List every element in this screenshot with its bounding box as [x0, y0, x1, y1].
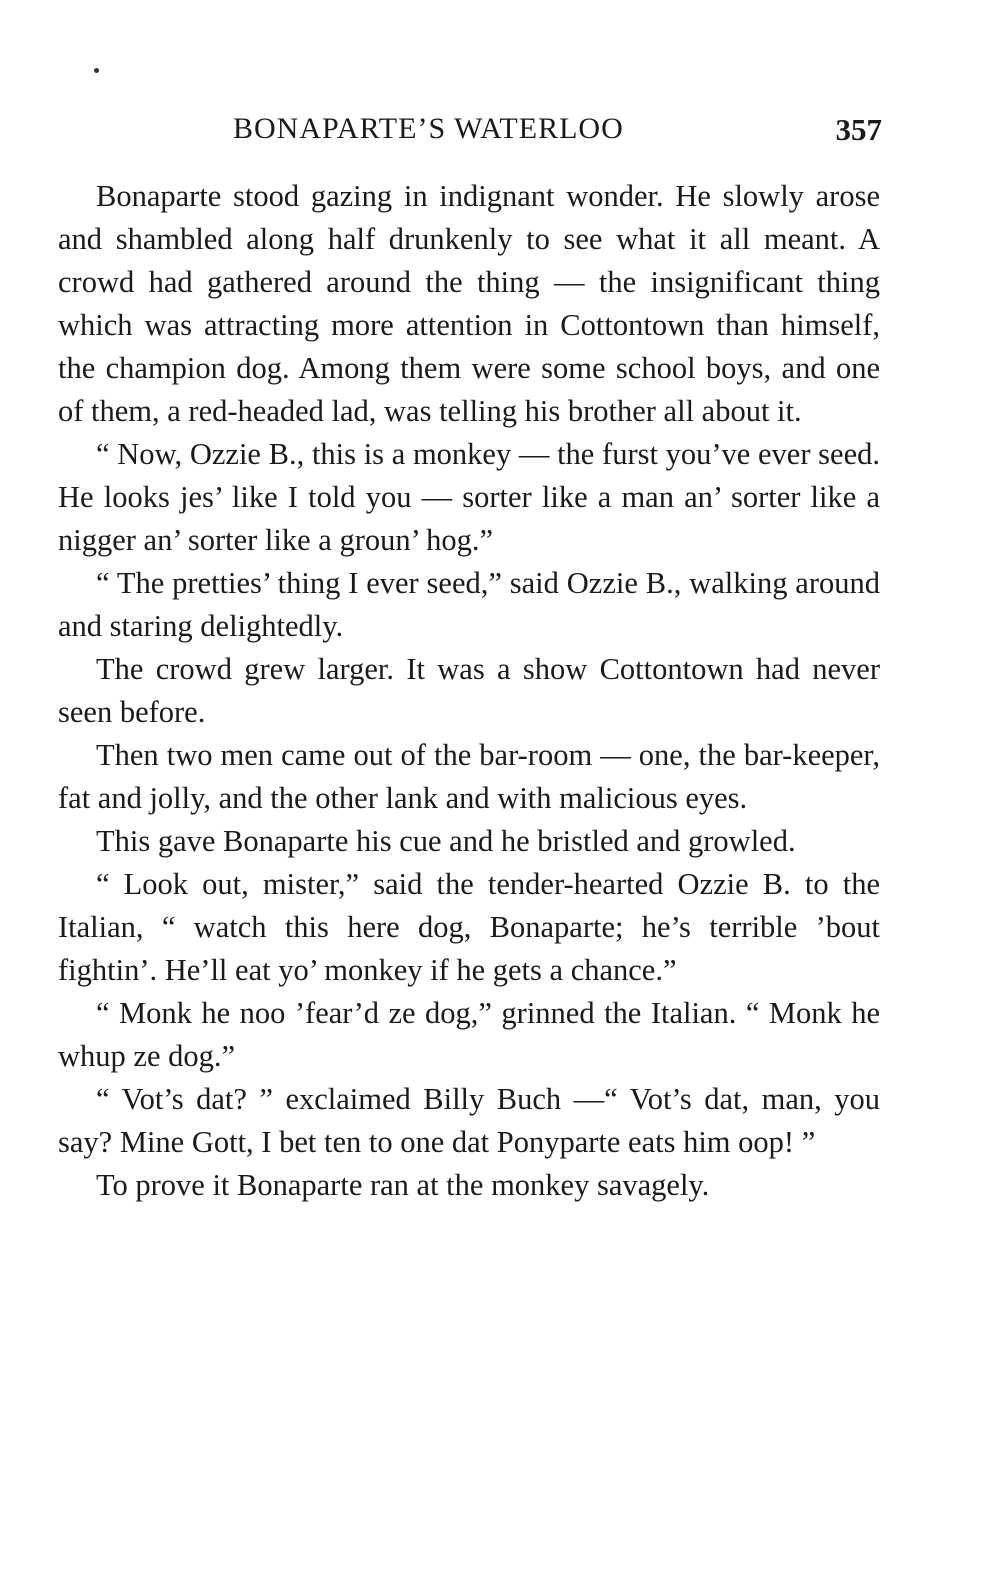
paragraph: To prove it Bonaparte ran at the monkey savagely.: [96, 1168, 710, 1202]
paragraph: This gave Bonaparte his cue and he bristled and growled.: [96, 824, 796, 858]
paragraph: “ Monk he noo ’fear’d ze dog,” grinned the Italian. “ Monk he whup ze dog.”: [58, 996, 880, 1073]
paragraph: Bonaparte stood gazing in indignant wonder. He slowly arose and shambled along half drunkenly to see what it all meant. A crowd had gathered around the thing — the insignificant thing which was attracting more attention in Cottontown than himself, the champion dog. Among them were some school boys, and one of them, a red-headed lad, was telling his brother all about it.: [58, 179, 880, 428]
paragraph: The crowd grew larger. It was a show Cottontown had never seen before.: [58, 652, 880, 729]
paragraph: “ Now, Ozzie B., this is a monkey — the furst you’ve ever seed. He looks jes’ like I told you — sorter like a man an’ sorter like a nigger an’ sorter like a groun’ hog.”: [58, 437, 880, 557]
stray-mark: [94, 68, 99, 73]
running-head: [58, 112, 882, 152]
page-number: 357: [835, 112, 882, 147]
paragraph: “ The pretties’ thing I ever seed,” said Ozzie B., walking around and staring delightedly.: [58, 566, 880, 643]
running-title: BONAPARTE’S WATERLOO: [233, 112, 624, 145]
paragraph: “ Vot’s dat? ” exclaimed Billy Buch —“ Vot’s dat, man, you say? Mine Gott, I bet ten to one dat Ponyparte eats him oop! ”: [58, 1082, 880, 1159]
paragraph: Then two men came out of the bar-room — one, the bar-keeper, fat and jolly, and the other lank and with malicious eyes.: [58, 738, 880, 815]
paragraph: “ Look out, mister,” said the tender-hearted Ozzie B. to the Italian, “ watch this here dog, Bonaparte; he’s terrible ’bout fightin’. He’ll eat yo’ monkey if he gets a chance.”: [58, 867, 880, 987]
body-text: [58, 175, 880, 1207]
